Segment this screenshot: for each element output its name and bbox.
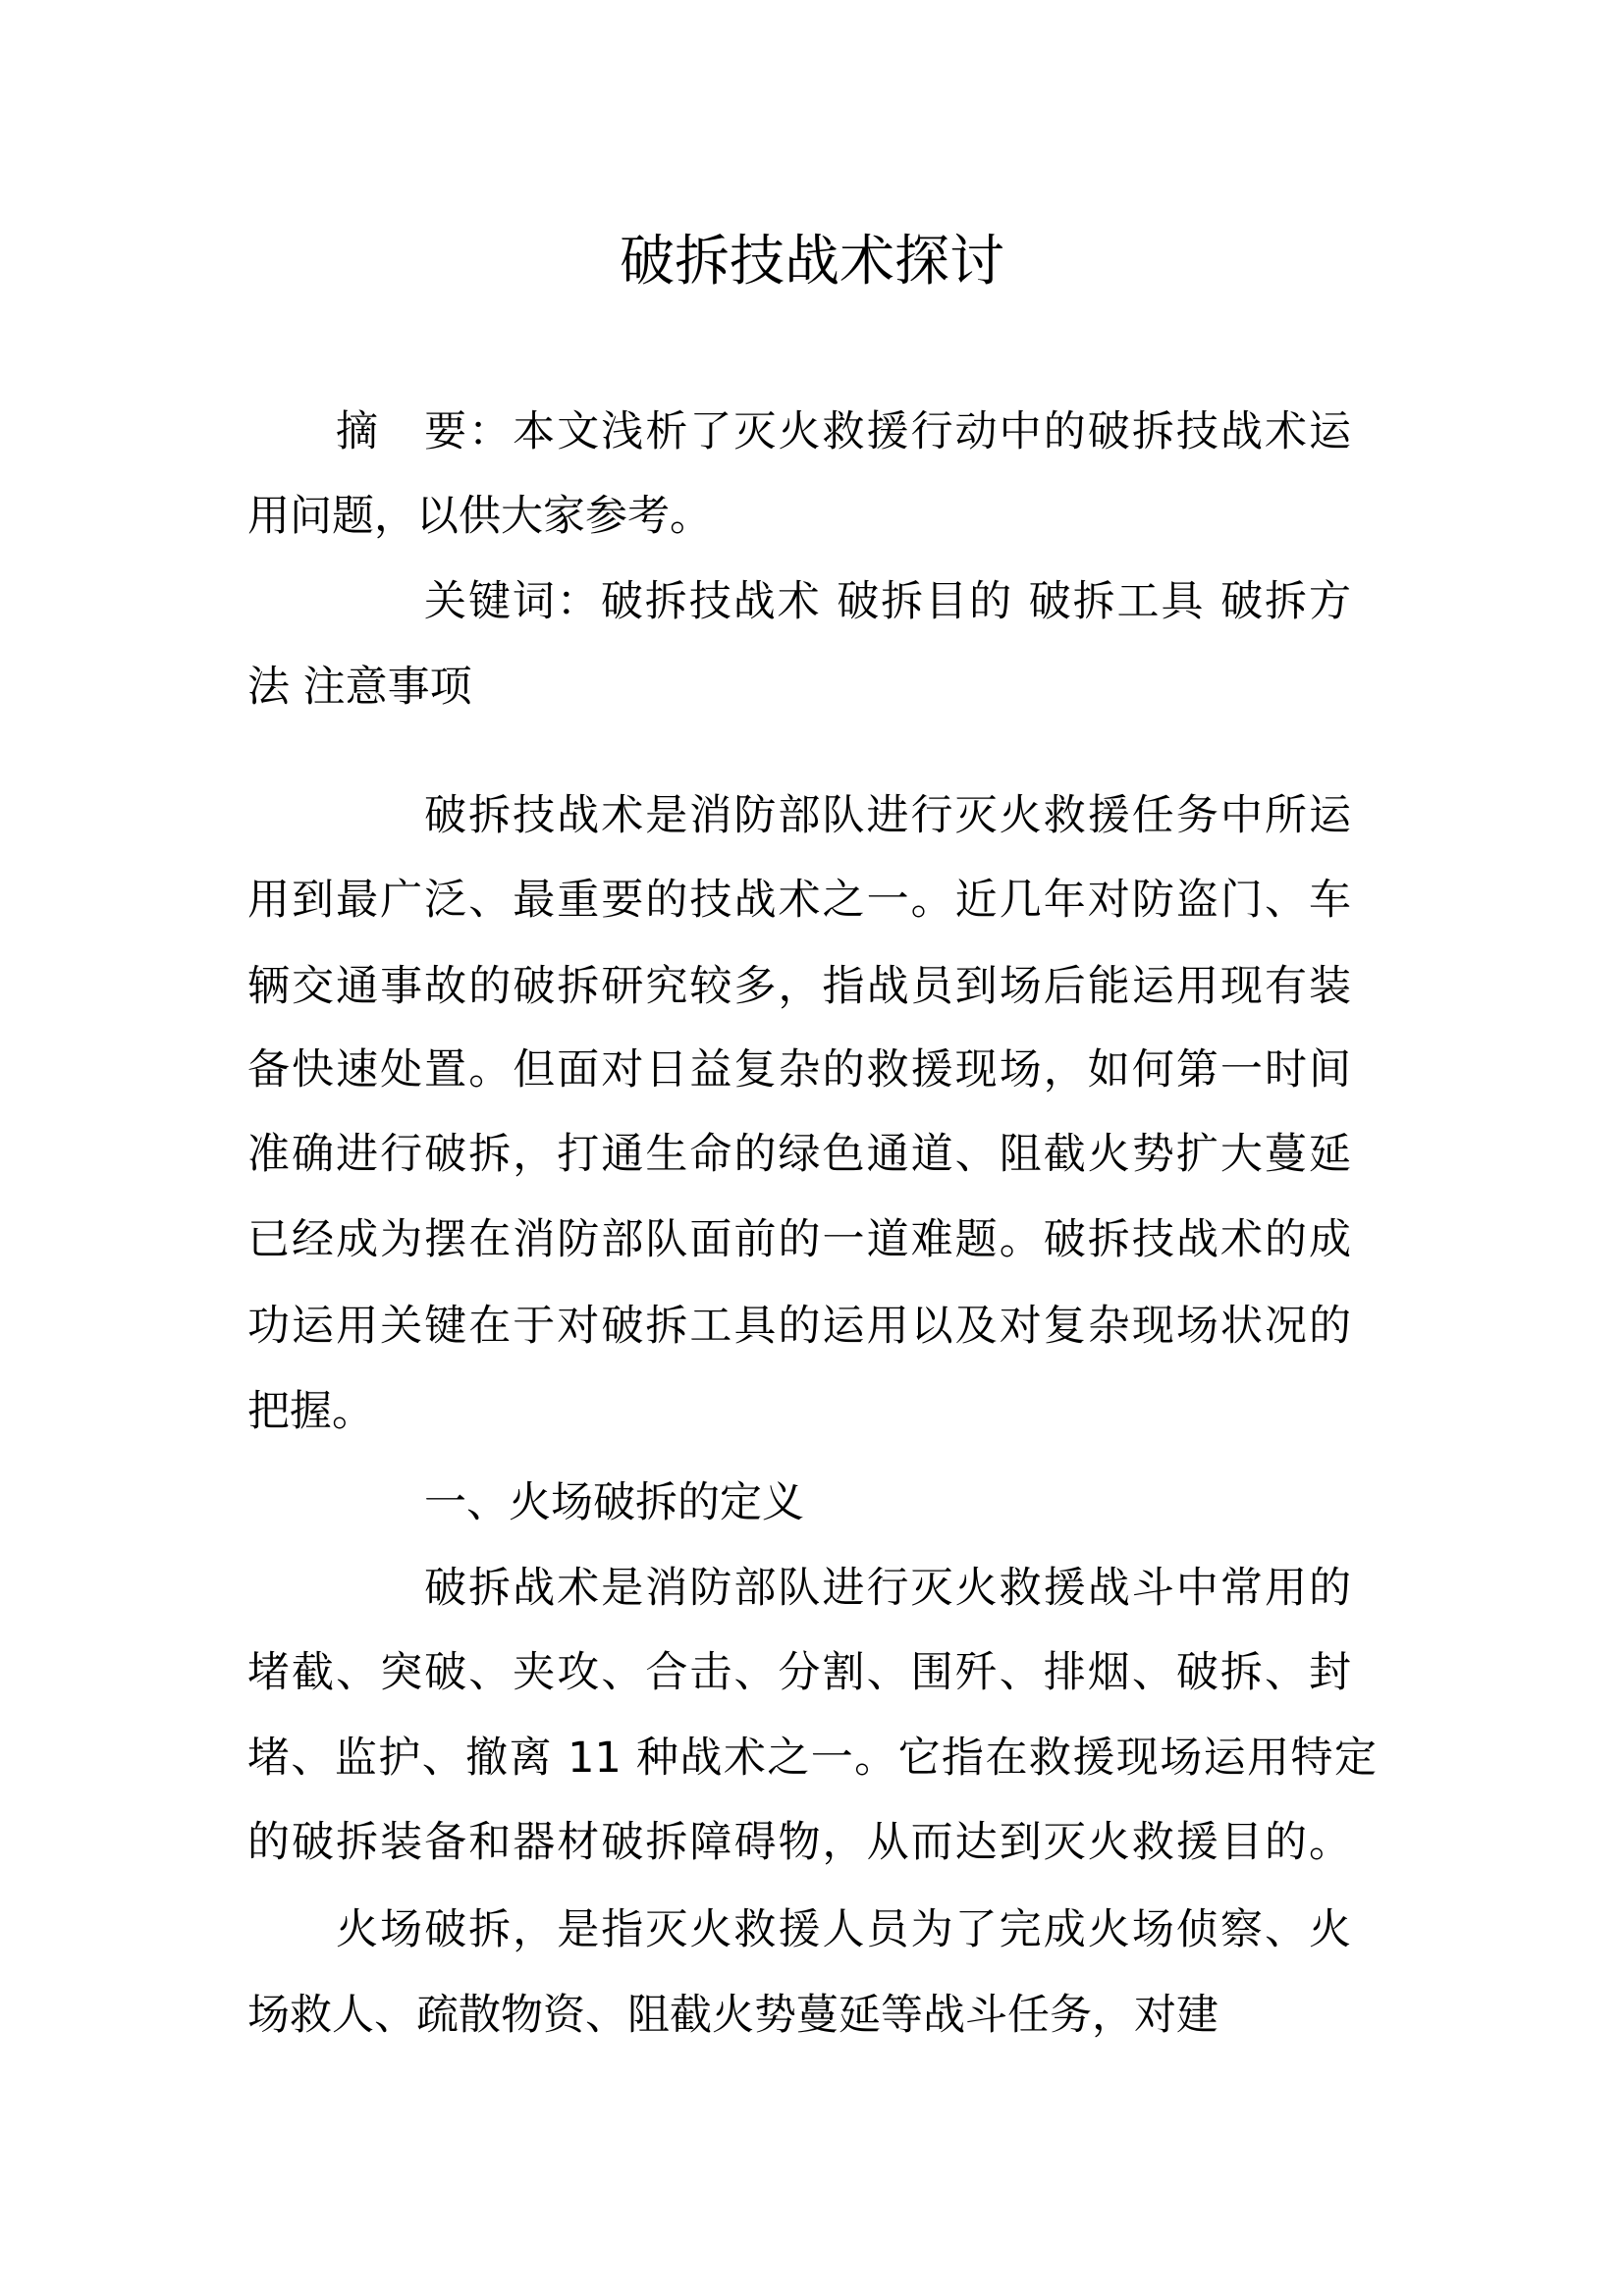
paragraph-line: 用到最广泛、最重要的技战术之一。近几年对防盗门、车 <box>247 876 1351 925</box>
document-title: 破拆技战术探讨 <box>620 230 1004 294</box>
paragraph-line: 功运用关键在于对破拆工具的运用以及对复杂现场状况的 <box>247 1302 1351 1351</box>
section-heading: 一、火场破拆的定义 <box>424 1478 804 1527</box>
paragraph-line: 堵、监护、撤离 11 种战术之一。它指在救援现场运用特定 <box>247 1734 1377 1783</box>
abstract-line: 用问题，以供大家参考。 <box>247 492 712 541</box>
paragraph-line: 破拆技战术是消防部队进行灭火救援任务中所运 <box>424 791 1351 840</box>
keywords-line: 关键词：破拆技战术 破拆目的 破拆工具 破拆方 <box>424 577 1351 626</box>
paragraph-line: 备快速处置。但面对日益复杂的救援现场，如何第一时间 <box>247 1045 1351 1095</box>
paragraph-line: 堵截、突破、夹攻、合击、分割、围歼、排烟、破拆、封 <box>247 1648 1351 1697</box>
paragraph-line: 破拆战术是消防部队进行灭火救援战斗中常用的 <box>424 1564 1351 1613</box>
paragraph-line: 的破拆装备和器材破拆障碍物，从而达到灭火救援目的。 <box>247 1818 1351 1867</box>
paragraph-line: 把握。 <box>247 1387 374 1436</box>
paragraph-line: 准确进行破拆，打通生命的绿色通道、阻截火势扩大蔓延 <box>247 1130 1351 1179</box>
paragraph-line: 辆交通事故的破拆研究较多，指战员到场后能运用现有装 <box>247 962 1351 1011</box>
keywords-line: 法 注意事项 <box>247 663 472 712</box>
abstract-line: 摘 要：本文浅析了灭火救援行动中的破拆技战术运 <box>336 407 1351 456</box>
paragraph-line: 场救人、疏散物资、阻截火势蔓延等战斗任务，对建 <box>247 1991 1218 2040</box>
paragraph-line: 火场破拆，是指灭火救援人员为了完成火场侦察、火 <box>336 1905 1351 1954</box>
paragraph-line: 已经成为摆在消防部队面前的一道难题。破拆技战术的成 <box>247 1215 1351 1264</box>
